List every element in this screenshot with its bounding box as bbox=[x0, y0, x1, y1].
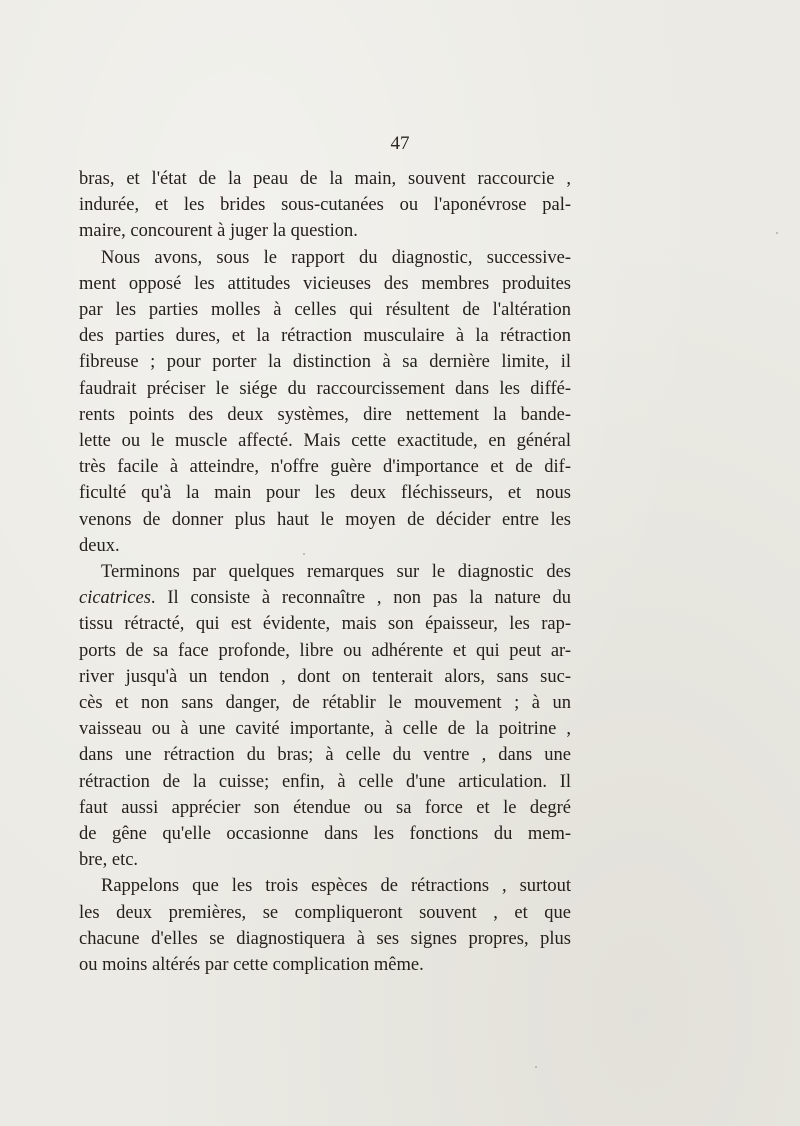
text-line: ment opposé les attitudes vicieuses des membres produites bbox=[79, 273, 571, 294]
text-line: lette ou le muscle affecté. Mais cette exactitude, en général bbox=[79, 431, 571, 452]
paper-speck bbox=[535, 1066, 537, 1068]
text-line: vaisseau ou à une cavité importante, à celle de la poitrine , bbox=[79, 719, 571, 740]
text-line: cès et non sans danger, de rétablir le mouvement ; à un bbox=[79, 693, 571, 714]
text-line: rétraction de la cuisse; enfin, à celle d'une articulation. Il bbox=[79, 771, 571, 792]
paper-speck bbox=[303, 553, 305, 555]
text-line: ou moins altérés par cette complication même. bbox=[79, 955, 424, 976]
text-line: bre, etc. bbox=[79, 850, 139, 871]
page-number: 47 bbox=[390, 133, 410, 154]
text-line: tissu rétracté, qui est évidente, mais son épaisseur, les rap- bbox=[79, 614, 571, 635]
text-line: par les parties molles à celles qui résultent de l'altération bbox=[79, 300, 571, 321]
text-line: Rappelons que les trois espèces de rétractions , surtout bbox=[101, 876, 571, 897]
text-line: très facile à atteindre, n'offre guère d'importance et de dif- bbox=[79, 457, 571, 478]
text-line: fibreuse ; pour porter la distinction à sa dernière limite, il bbox=[79, 352, 571, 373]
text-line: ficulté qu'à la main pour les deux fléchisseurs, et nous bbox=[79, 483, 571, 504]
text-line: les deux premières, se compliqueront souvent , et que bbox=[79, 902, 571, 923]
text-line: deux. bbox=[79, 535, 120, 556]
text-line: dans une rétraction du bras; à celle du ventre , dans une bbox=[79, 745, 571, 766]
paragraph-3 bbox=[79, 559, 571, 873]
text-line-with-italic: cicatrices. Il consiste à reconnaître , non pas la nature du bbox=[79, 588, 571, 609]
text-line: de gêne qu'elle occasionne dans les fonctions du mem- bbox=[79, 824, 571, 845]
text-line: rents points des deux systèmes, dire nettement la bande- bbox=[79, 404, 571, 425]
paragraph-2 bbox=[79, 245, 571, 559]
text-line: indurée, et les brides sous-cutanées ou l'aponévrose pal- bbox=[79, 195, 571, 216]
text-line: bras, et l'état de la peau de la main, souvent raccourcie , bbox=[79, 169, 571, 189]
text-line: river jusqu'à un tendon , dont on tenterait alors, sans suc- bbox=[79, 666, 571, 687]
text-line: chacune d'elles se diagnostiquera à ses signes propres, plus bbox=[79, 928, 571, 949]
paragraph-1 bbox=[79, 166, 571, 245]
text-line: Terminons par quelques remarques sur le diagnostic des bbox=[101, 562, 571, 583]
text-line: Nous avons, sous le rapport du diagnostic, successive- bbox=[101, 247, 571, 268]
body-text bbox=[79, 166, 571, 978]
text-line: faudrait préciser le siége du raccourcissement dans les diffé- bbox=[79, 378, 571, 399]
italic-term: cicatrices bbox=[79, 588, 151, 609]
text-line: faut aussi apprécier son étendue ou sa force et le degré bbox=[79, 797, 571, 818]
text-line: venons de donner plus haut le moyen de décider entre les bbox=[79, 509, 571, 530]
text-line: ports de sa face profonde, libre ou adhérente et qui peut ar- bbox=[79, 640, 571, 661]
text-line: des parties dures, et la rétraction musculaire à la rétraction bbox=[79, 326, 571, 347]
paper-speck bbox=[776, 232, 778, 234]
paragraph-4 bbox=[79, 873, 571, 978]
text-line: maire, concourent à juger la question. bbox=[79, 221, 358, 242]
